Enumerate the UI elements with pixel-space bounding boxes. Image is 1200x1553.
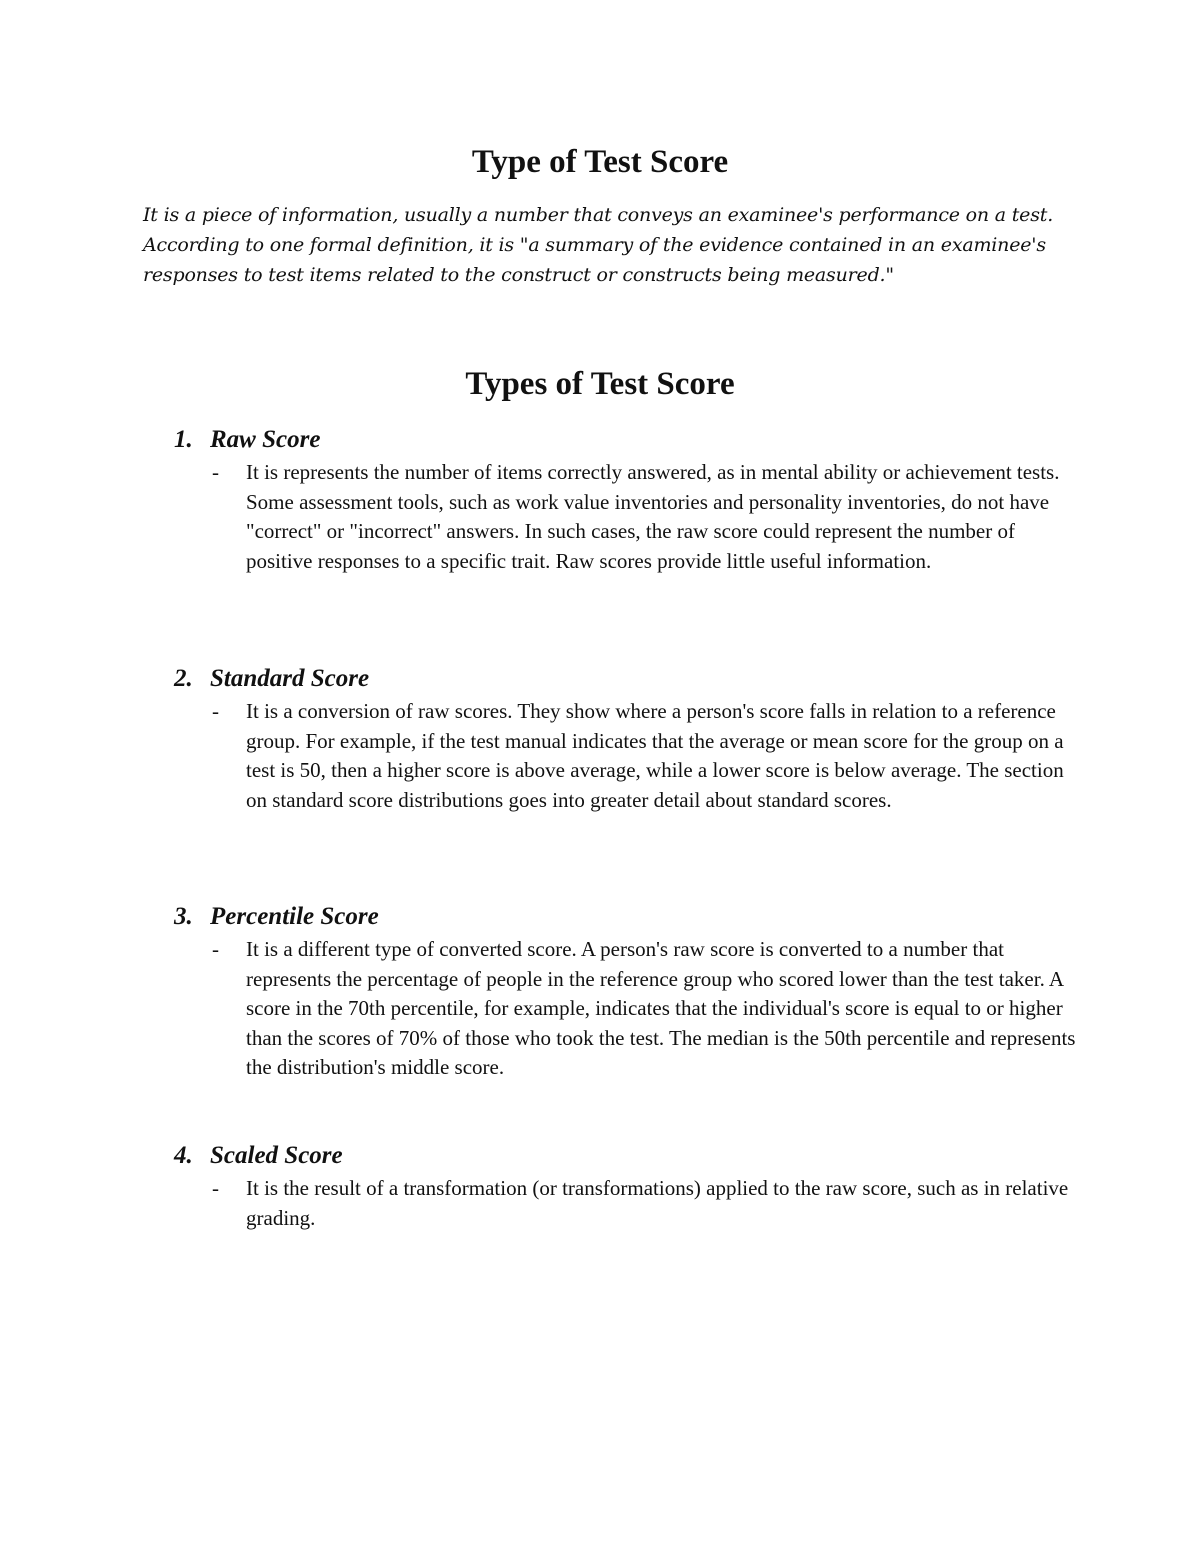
item-title: Scaled Score (210, 1142, 343, 1169)
item-number: 4. (174, 1142, 193, 1169)
item-description: It is represents the number of items correctly answered, as in mental ability or achievement tests. Some assessment tools, such as work value inventories and personality inventories, do not have "correct" or "incorrect" answers. In such cases, the raw score could represent the number of positive responses to a specific trait. Raw scores provide little useful information. (246, 460, 1060, 573)
item-description: It is a different type of converted score. A person's raw score is converted to a number that represents the percentage of people in the reference group who scored lower than the test taker. A score in the 70th percentile, for example, indicates that the individual's score is equal to or higher than the scores of 70% of those who took the test. The median is the 50th percentile and represents the distribution's middle score. (246, 937, 1076, 1079)
intro-paragraph: It is a piece of information, usually a number that conveys an examinee's performance on a test. According to one formal definition, it is "a summary of the evidence contained in an examinee's responses to test items related to the construct or constructs being measured." (143, 204, 1054, 286)
item-title: Standard Score (210, 665, 370, 692)
item-description: It is a conversion of raw scores. They show where a person's score falls in relation to a reference group. For example, if the test manual indicates that the average or mean score for the group on a test is 50, then a higher score is above average, while a lower score is below average. The section on standard score distributions goes into greater detail about standard scores. (246, 699, 1064, 812)
bullet-dash: - (212, 699, 219, 723)
item-number: 1. (174, 426, 193, 453)
item-heading (174, 663, 369, 695)
item-number: 3. (174, 903, 193, 930)
item-title: Raw Score (210, 426, 321, 453)
item-heading (174, 901, 379, 933)
page-title: Type of Test Score (471, 144, 729, 180)
item-description: It is the result of a transformation (or transformations) applied to the raw score, such as in relative grading. (246, 1176, 1069, 1230)
bullet-dash: - (212, 937, 219, 961)
item-title: Percentile Score (210, 903, 379, 930)
item-heading (174, 424, 320, 456)
section-title: Types of Test Score (465, 366, 735, 402)
bullet-dash: - (212, 1176, 219, 1200)
item-number: 2. (174, 665, 193, 692)
item-heading (174, 1140, 343, 1172)
bullet-dash: - (212, 460, 219, 484)
